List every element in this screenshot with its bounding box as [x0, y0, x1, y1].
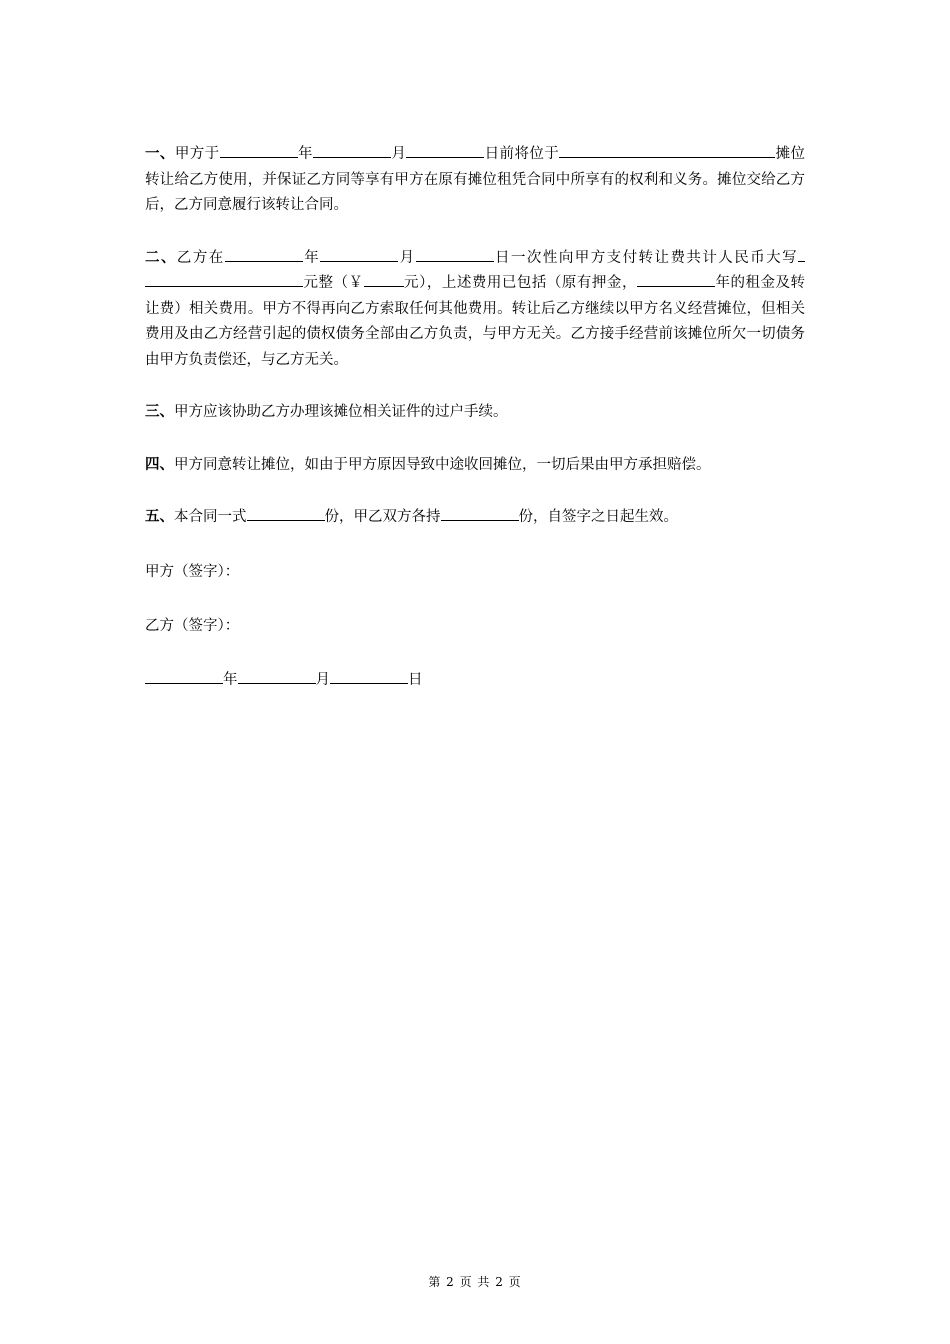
year-blank [220, 143, 298, 158]
clause-1-text-5: 摊位转让给乙方使用，并保证乙方同等享有甲方在原有摊位租凭合同中所享有的权利和义务。摊位交给乙方后，乙方同意履行该转让合同。 [145, 146, 806, 213]
clause-5 [145, 505, 805, 531]
day-blank [406, 143, 484, 158]
clause-3-number: 三、 [145, 404, 174, 420]
sign-day-blank [330, 669, 408, 684]
clause-2-text-1: 乙方在 [176, 249, 225, 266]
date-month-label: 月 [315, 671, 330, 688]
clause-4-number: 四、 [145, 456, 174, 473]
clause-5-text-2: 份，甲乙双方各持 [324, 509, 441, 525]
month-blank [320, 247, 398, 262]
copies-total-blank [247, 506, 325, 521]
date-day-label: 日 [408, 671, 423, 688]
party-b-signature: 乙方（签字）： [145, 617, 240, 634]
clause-5-text-1: 本合同一式 [174, 509, 247, 525]
day-blank [416, 247, 494, 262]
location-blank-1 [559, 143, 697, 158]
copies-each-blank [441, 506, 519, 521]
clause-4 [145, 453, 805, 479]
location-blank-2 [697, 143, 775, 158]
clause-5-number: 五、 [145, 509, 174, 525]
clause-2-text-7: 年的租金及转让费）相关费用。甲方不得再向乙方索取任何其他费用。转让后乙方继续以甲方名义经营摊位，但相关费用及由乙方经营引起的债权债务全部由乙方负责，与甲方无关。乙方接手经营前该摊位所欠一切债务由甲方负责偿还，与乙方无关。 [145, 275, 806, 368]
clause-1-number: 一、 [145, 146, 175, 162]
clause-2-number: 二、 [145, 249, 177, 266]
clause-2-text-5: 元整（￥ [303, 275, 364, 291]
date-line [145, 668, 805, 693]
month-blank [313, 143, 391, 158]
clause-2-text-4: 日一次性向甲方支付转让费共计人民币大写 [493, 249, 799, 266]
page-footer: 第 2 页 共 2 页 [428, 1275, 522, 1289]
sign-year-blank [145, 669, 223, 684]
clause-4-text: 甲方同意转让摊位，如由于甲方原因导致中途收回摊位，一切后果由甲方承担赔偿。 [174, 456, 711, 473]
clause-2-text-2: 年 [302, 249, 321, 266]
amount-words-blank-1 [798, 247, 805, 262]
clause-1-text-3: 月 [390, 146, 407, 162]
date-year-label: 年 [223, 671, 238, 688]
contract-body [145, 142, 805, 693]
clause-1 [145, 142, 805, 219]
clause-5-text-3: 份，自签字之日起生效。 [518, 509, 678, 525]
party-a-signature: 甲方（签字）： [145, 563, 240, 580]
amount-words-blank-2 [145, 272, 303, 287]
clause-1-text-1: 甲方于 [174, 146, 220, 162]
clause-1-text-2: 年 [297, 146, 313, 162]
sign-month-blank [238, 669, 316, 684]
year-blank [225, 247, 303, 262]
clause-2-text-6: 元），上述费用已包括（原有押金， [403, 275, 637, 291]
clause-2 [145, 246, 805, 374]
clause-3-text: 甲方应该协助乙方办理该摊位相关证件的过户手续。 [174, 404, 508, 420]
clause-2-text-3: 月 [398, 249, 416, 266]
clause-1-text-4: 日前将位于 [484, 146, 560, 162]
clause-3 [145, 400, 805, 426]
rent-years-blank [637, 272, 715, 287]
amount-number-blank [364, 272, 404, 287]
